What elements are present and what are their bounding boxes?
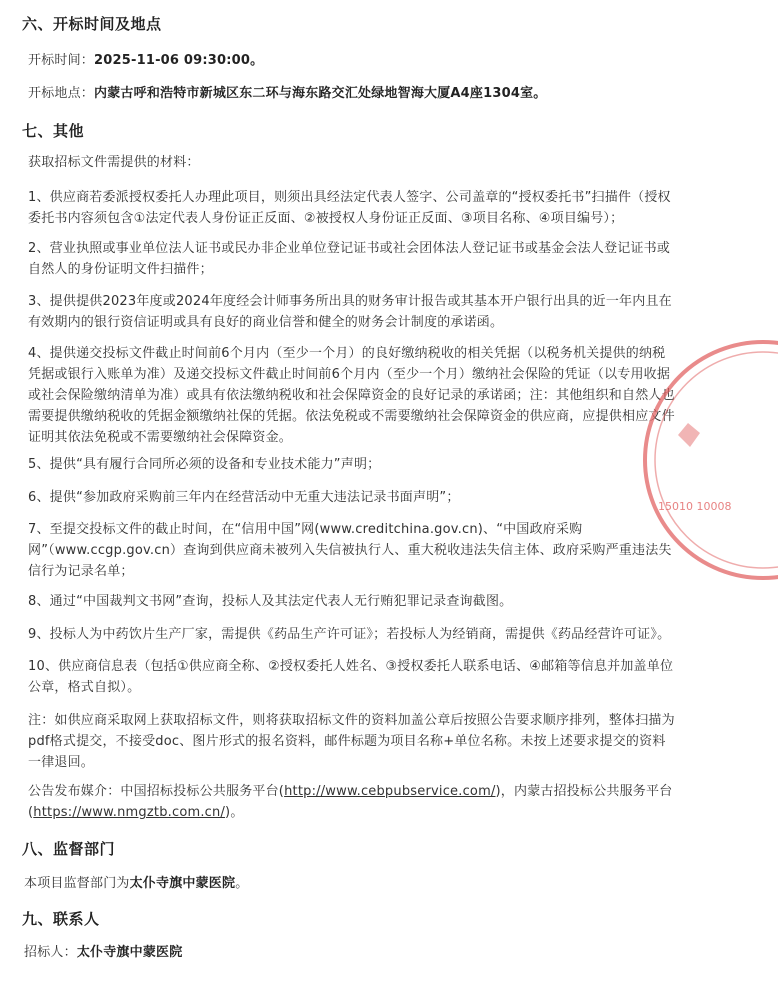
- nmgztb-link[interactable]: https://www.nmgztb.com.cn/: [33, 805, 226, 820]
- cebpubservice-link[interactable]: http://www.cebpubservice.com/: [284, 784, 496, 799]
- seal-star: [678, 423, 700, 447]
- supervision-dept: 太仆寺旗中蒙医院: [129, 876, 236, 891]
- supervision-suffix: 。: [235, 876, 249, 891]
- section-8-title: 八、监督部门: [22, 840, 116, 858]
- bid-opening-time-value: 2025-11-06 09:30:00。: [94, 53, 264, 68]
- seal-number: 15010 10008: [658, 500, 732, 513]
- media-mid: )，内蒙古招投标公共服务平台(: [28, 784, 673, 820]
- material-item-3: 3、提供提供2023年度或2024年度经会计师事务所出具的财务审计报告或其基本开户银行出具的近一年内且在有效期内的银行资信证明或具有良好的商业信誉和健全的财务会计制度的承诺函。: [28, 294, 672, 330]
- contact-value: 太仆寺旗中蒙医院: [76, 945, 183, 960]
- material-item-5: 5、提供“具有履行合同所必须的设备和专业技术能力”声明；: [28, 457, 381, 472]
- material-item-7: 7、至提交投标文件的截止时间，在“信用中国”网(www.creditchina.gov.cn)、“中国政府采购网”（www.ccgp.gov.cn）查询到供应商未被列入失信被执行人、重大税收违法失信主体、政府采购严重违法失信行为记录名单；: [28, 522, 672, 579]
- material-item-2: 2、营业执照或事业单位法人证书或民办非企业单位登记证书或社会团体法人登记证书或基金会法人登记证书或自然人的身份证明文件扫描件；: [28, 241, 671, 277]
- supervision-text: [24, 873, 672, 894]
- bid-opening-place: [28, 83, 676, 104]
- material-item-6: 6、提供“参加政府采购前三年内在经营活动中无重大违法记录书面声明”；: [28, 490, 460, 505]
- bid-opening-time: [28, 50, 676, 71]
- media-suffix: )。: [225, 805, 244, 820]
- supervision-prefix: 本项目监督部门为: [24, 876, 130, 891]
- material-item-1: 1、供应商若委派授权委托人办理此项目，则须出具经法定代表人签字、公司盖章的“授权委托书”扫描件（授权委托书内容须包含①法定代表人身份证正反面、②被授权人身份证正反面、③项目名称、④项目编号）；: [28, 190, 671, 226]
- material-item-4: 4、提供递交投标文件截止时间前6个月内（至少一个月）的良好缴纳税收的相关凭据（以税务机关提供的纳税凭据或银行入账单为准）及递交投标文件截止时间前6个月内（至少一个月）缴纳社会保险的凭证（以专用收据或社会保险缴纳清单为准）或具有依法缴纳税收和社会保障资金的良好记录的承诺函；注：其他组织和自然人也需要提供缴纳税收的凭据金额缴纳社保的凭据。依法免税或不需要缴纳社会保障资金的供应商，应提供相应文件证明其依法免税或不需要缴纳社会保障资金。: [28, 346, 675, 445]
- media-prefix: 公告发布媒介：中国招标投标公共服务平台(: [28, 784, 285, 799]
- section-9-title: 九、联系人: [22, 910, 100, 928]
- material-item-8: 8、通过“中国裁判文书网”查询，投标人及其法定代表人无行贿犯罪记录查询截图。: [28, 594, 513, 609]
- material-item-10: 10、供应商信息表（包括①供应商全称、②授权委托人姓名、③授权委托人联系电话、④邮箱等信息并加盖单位公章，格式自拟）。: [28, 659, 674, 695]
- material-item-9: 9、投标人为中药饮片生产厂家，需提供《药品生产许可证》；若投标人为经销商，需提供《药品经营许可证》。: [28, 627, 671, 642]
- contact-line: [24, 942, 672, 963]
- section-7-title: 七、其他: [22, 122, 85, 140]
- submission-note: 注：如供应商采取网上获取招标文件，则将获取招标文件的资料加盖公章后按照公告要求顺序排列，整体扫描为pdf格式提交，不接受doc、图片形式的报名资料，邮件标题为项目名称+单位名称。未按上述要求提交的资料一律退回。: [28, 713, 675, 770]
- contact-label: 招标人：: [24, 945, 77, 960]
- bid-opening-place-label: 开标地点：: [28, 86, 95, 101]
- bid-opening-place-value: 内蒙古呼和浩特市新城区东二环与海东路交汇处绿地智海大厦A4座1304室。: [94, 86, 547, 101]
- publication-media: [28, 781, 676, 823]
- materials-intro: 获取招标文件需提供的材料：: [28, 155, 200, 170]
- bid-opening-time-label: 开标时间：: [28, 53, 95, 68]
- section-6-title: 六、开标时间及地点: [22, 15, 162, 33]
